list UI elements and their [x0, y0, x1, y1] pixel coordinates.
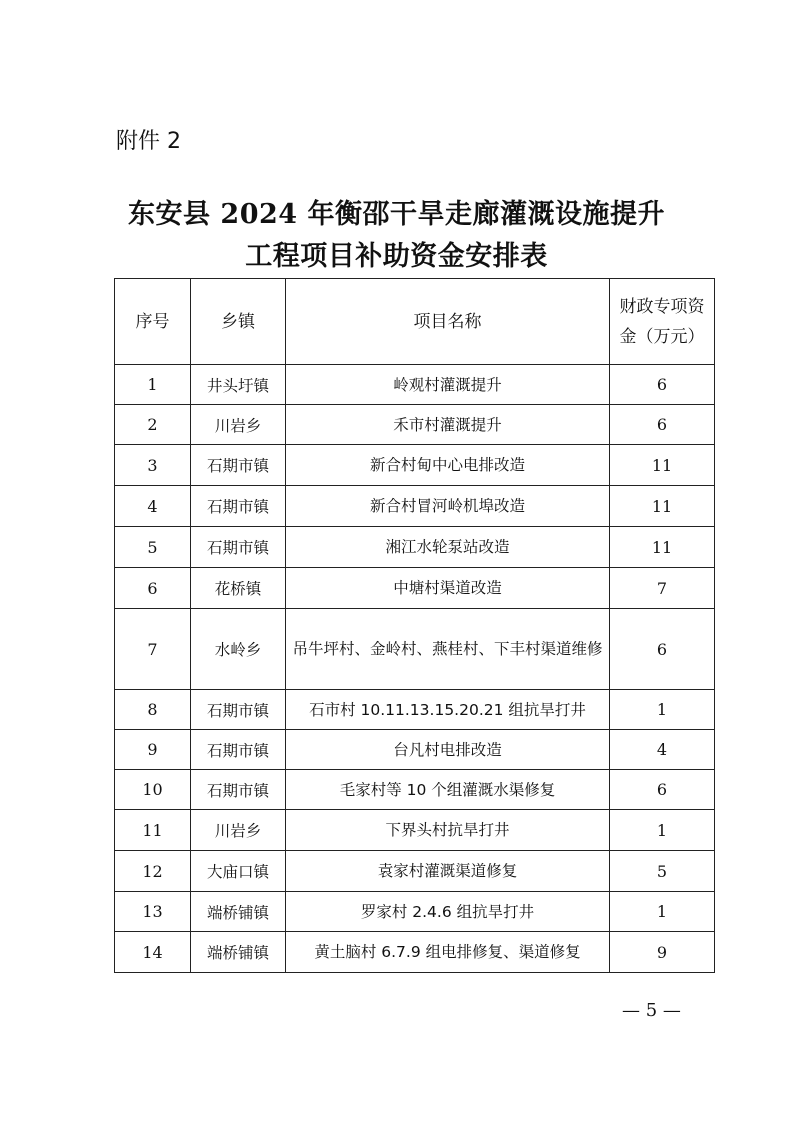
cell-index: 7	[115, 609, 191, 690]
cell-index: 10	[115, 770, 191, 810]
cell-funding: 4	[610, 730, 715, 770]
cell-index: 8	[115, 690, 191, 730]
cell-project-name: 新合村冒河岭机埠改造	[286, 486, 610, 527]
cell-index: 13	[115, 892, 191, 932]
cell-project-name: 吊牛坪村、金岭村、燕桂村、下丰村渠道维修	[286, 609, 610, 690]
cell-funding: 9	[610, 932, 715, 973]
table-row	[115, 445, 715, 486]
cell-project-name: 禾市村灌溉提升	[286, 405, 610, 445]
cell-funding: 11	[610, 527, 715, 568]
cell-town: 石期市镇	[191, 527, 286, 568]
cell-project-name: 岭观村灌溉提升	[286, 365, 610, 405]
cell-town: 石期市镇	[191, 730, 286, 770]
cell-index: 5	[115, 527, 191, 568]
table-row	[115, 609, 715, 690]
cell-index: 3	[115, 445, 191, 486]
cell-funding: 7	[610, 568, 715, 609]
cell-town: 花桥镇	[191, 568, 286, 609]
table-row	[115, 568, 715, 609]
cell-index: 14	[115, 932, 191, 973]
cell-town: 川岩乡	[191, 810, 286, 851]
cell-project-name: 黄土脑村 6.7.9 组电排修复、渠道修复	[286, 932, 610, 973]
document-title-line2: 工程项目补助资金安排表	[245, 241, 548, 272]
cell-index: 4	[115, 486, 191, 527]
cell-town: 井头圩镇	[191, 365, 286, 405]
cell-project-name: 中塘村渠道改造	[286, 568, 610, 609]
document-title-line1: 东安县 2024 年衡邵干旱走廊灌溉设施提升	[128, 199, 665, 230]
table-row	[115, 527, 715, 568]
cell-project-name: 毛家村等 10 个组灌溉水渠修复	[286, 770, 610, 810]
cell-funding: 11	[610, 486, 715, 527]
cell-town: 大庙口镇	[191, 851, 286, 892]
table-row	[115, 486, 715, 527]
table-row	[115, 405, 715, 445]
table-header-row	[115, 279, 715, 365]
cell-funding: 11	[610, 445, 715, 486]
cell-index: 9	[115, 730, 191, 770]
cell-town: 石期市镇	[191, 445, 286, 486]
funding-allocation-table	[114, 278, 715, 973]
cell-project-name: 湘江水轮泵站改造	[286, 527, 610, 568]
table-row	[115, 730, 715, 770]
cell-funding: 1	[610, 892, 715, 932]
cell-funding: 6	[610, 405, 715, 445]
header-index: 序号	[115, 279, 191, 365]
table-row	[115, 892, 715, 932]
cell-project-name: 石市村 10.11.13.15.20.21 组抗旱打井	[286, 690, 610, 730]
cell-index: 6	[115, 568, 191, 609]
table-row	[115, 770, 715, 810]
cell-index: 2	[115, 405, 191, 445]
cell-town: 端桥铺镇	[191, 932, 286, 973]
cell-town: 水岭乡	[191, 609, 286, 690]
table-row	[115, 932, 715, 973]
cell-town: 川岩乡	[191, 405, 286, 445]
cell-town: 石期市镇	[191, 486, 286, 527]
cell-funding: 6	[610, 609, 715, 690]
cell-funding: 5	[610, 851, 715, 892]
header-town: 乡镇	[191, 279, 286, 365]
page-number: — 5 —	[622, 1000, 681, 1021]
cell-project-name: 下界头村抗旱打井	[286, 810, 610, 851]
cell-funding: 1	[610, 810, 715, 851]
cell-index: 1	[115, 365, 191, 405]
cell-funding: 6	[610, 365, 715, 405]
cell-funding: 1	[610, 690, 715, 730]
cell-project-name: 新合村甸中心电排改造	[286, 445, 610, 486]
table-row	[115, 810, 715, 851]
cell-project-name: 台凡村电排改造	[286, 730, 610, 770]
cell-project-name: 罗家村 2.4.6 组抗旱打井	[286, 892, 610, 932]
cell-town: 石期市镇	[191, 770, 286, 810]
cell-town: 端桥铺镇	[191, 892, 286, 932]
header-project: 项目名称	[286, 279, 610, 365]
table-row	[115, 851, 715, 892]
cell-project-name: 袁家村灌溉渠道修复	[286, 851, 610, 892]
cell-funding: 6	[610, 770, 715, 810]
cell-town: 石期市镇	[191, 690, 286, 730]
table-row	[115, 690, 715, 730]
attachment-label: 附件 2	[116, 129, 181, 154]
table-row	[115, 365, 715, 405]
cell-index: 11	[115, 810, 191, 851]
header-funding: 财政专项资金（万元）	[610, 279, 715, 365]
cell-index: 12	[115, 851, 191, 892]
